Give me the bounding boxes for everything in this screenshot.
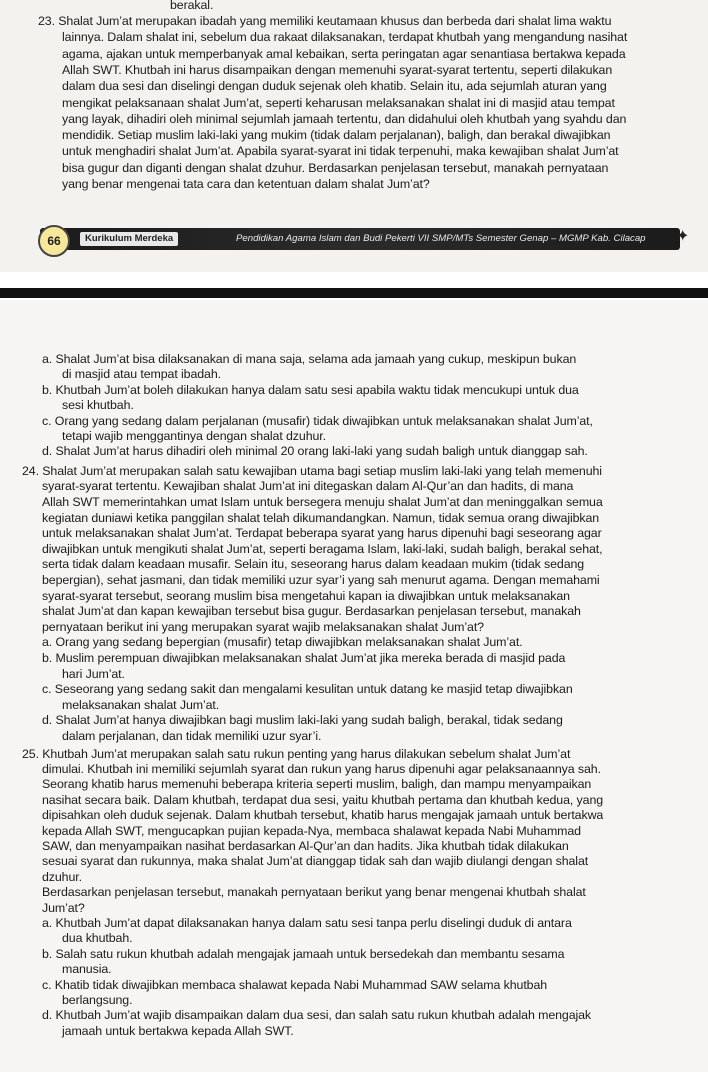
question-text-line: 25. Khutbah Jum’at merupakan salah satu rukun penting yang harus dilakukan sebelum shalat Jum’at (22, 746, 571, 761)
question-text-line: dalam dua sesi dan diselingi dengan duduk sejenak oleh khatib. Selain itu, ada sejumlah aturan yang (62, 79, 607, 94)
option-line: tetapi wajib menggantinya dengan shalat dzuhur. (62, 429, 326, 443)
question-text-line: syarat-syarat tertentu. Kewajiban shalat Jum’at ini ditegaskan dalam Al-Qur’an dan hadits, di mana (42, 479, 574, 494)
question-text-line: shalat Jum’at dan kapan kewajiban tersebut bisa gugur. Berdasarkan penjelasan tersebut, manakah (42, 604, 581, 619)
question-text-line: agama, ajakan untuk memperbanyak amal kebaikan, serta peringatan agar senantiasa bertakwa kepada (62, 46, 626, 61)
footer-title: Pendidikan Agama Islam dan Budi Pekerti VII SMP/MTs Semester Genap – MGMP Kab. Cilacap (236, 233, 646, 244)
question-text-line: Allah SWT memerintahkan umat Islam untuk bersegera menuju shalat Jum’at dan meninggalkan semua (42, 495, 603, 509)
page-divider (0, 288, 708, 298)
bottom-page (0, 300, 708, 1072)
question-text-line: SAW, dan menyampaikan nasihat berdasarkan Al-Qur’an dan hadits. Jika khutbah tidak dilakukan (42, 839, 569, 853)
question-text-line: c. Seseorang yang sedang sakit dan mengalami kesulitan untuk datang ke masjid tetap diwajibkan (42, 682, 573, 697)
question-text-line: manusia. (62, 962, 112, 977)
question-text-line: melaksanakan shalat Jum’at. (62, 697, 220, 712)
question-text-line: syarat-syarat tersebut, seorang muslim bisa mengetahui kapan ia diwajibkan untuk melaksanakan (42, 588, 570, 603)
option-line: di masjid atau tempat ibadah. (62, 367, 221, 382)
question-text-line: yang benar mengenai tata cara dan ketentuan dalam shalat Jum’at? (62, 177, 430, 191)
question-text-line: kegiatan duniawi ketika panggilan shalat telah dikumandangkan. Namun, tidak semua orang diwajibkan (42, 510, 600, 525)
option-line: a. Shalat Jum’at bisa dilaksanakan di mana saja, selama ada jamaah yang cukup, meskipun bukan (42, 352, 577, 366)
question-text-line: c. Khatib tidak diwajibkan membaca shalawat kepada Nabi Muhammad SAW selama khutbah (42, 977, 548, 992)
question-text-line: untuk menghadiri shalat Jum’at. Apabila syarat-syarat ini tidak terpenuhi, maka kewajiban shalat Jum’at (62, 144, 619, 159)
question-text-line: untuk melaksanakan shalat Jum’at. Terdapat beberapa syarat yang harus dipenuhi bagi seseorang agar (42, 526, 602, 541)
question-text-line: 24. Shalat Jum’at merupakan salah satu kewajiban utama bagi setiap muslim laki-laki yang telah memenuhi (22, 463, 602, 478)
question-text-line: dipisahkan oleh duduk sejenak. Dalam khutbah tersebut, khatib harus mengajak jamaah untuk bertakwa (42, 808, 604, 823)
question-text-line: Berdasarkan penjelasan tersebut, manakah pernyataan berikut yang benar mengenai khutbah shalat (42, 885, 586, 900)
question-text-line: d. Shalat Jum’at hanya diwajibkan bagi muslim laki-laki yang sudah baligh, berakal, tidak sedang (42, 713, 563, 728)
question-text-line: a. Orang yang sedang bepergian (musafir) tetap diwajibkan melaksanakan shalat Jum’at. (42, 635, 523, 650)
page-number: 66 (38, 225, 70, 257)
option-line: sesi khutbah. (62, 398, 134, 413)
question-text-line: nasihat secara baik. Dalam khutbah, terdapat dua sesi, yaitu khutbah pertama dan khutbah kedua, yang (42, 792, 604, 807)
question-text-line: a. Khutbah Jum’at dapat dilaksanakan hanya dalam satu sesi tanpa perlu diselingi duduk di antara (42, 916, 572, 930)
star-ornament-icon: ✦ (676, 228, 690, 245)
option-line: c. Orang yang sedang dalam perjalanan (musafir) tidak diwajibkan untuk melaksanakan shalat Jum’at, (42, 413, 593, 428)
question-text-line: dzuhur. (42, 869, 82, 884)
question-text-line: kepada Allah SWT, mengucapkan pujian kepada-Nya, membaca shalawat kepada Nabi Muhammad (42, 823, 581, 838)
question-text-line: 23. Shalat Jum’at merupakan ibadah yang memiliki keutamaan khusus dan berbeda dari shalat lima waktu (38, 14, 612, 28)
question-text-line: diwajibkan untuk mengikuti shalat Jum’at, seperti beragama Islam, laki-laki, sudah baligh, berakal sehat, (42, 541, 603, 556)
question-text-line: jamaah untuk bertakwa kepada Allah SWT. (62, 1023, 294, 1038)
question-text-line: bepergian), sehat jasmani, dan tidak memiliki uzur syar’i yang sah menurut agama. Dengan memahami (42, 573, 600, 587)
question-text-line: dimulai. Khutbah ini memiliki sejumlah syarat dan rukun yang harus dipenuhi agar pelaksanaannya sah. (42, 762, 601, 776)
question-text-line: dua khutbah. (62, 931, 133, 946)
curriculum-badge: Kurikulum Merdeka (80, 232, 178, 246)
option-line: d. Shalat Jum’at harus dihadiri oleh minimal 20 orang laki-laki yang sudah baligh untuk dianggap sah. (42, 444, 588, 459)
question-text-line: yang layak, dihadiri oleh minimal sejumlah jamaah tertentu, dan didahului oleh khutbah yang syahdu dan (62, 111, 627, 126)
question-text-line: Allah SWT. Khutbah ini harus disampaikan dengan memenuhi syarat-syarat tertentu, seperti dilakukan (62, 62, 613, 77)
question-text-line: mengikat pelaksanaan shalat Jum’at, seperti keharusan melaksanakan shalat ini di masjid atau tempat (62, 95, 615, 110)
question-text-line: b. Salah satu rukun khutbah adalah mengajak jamaah untuk bersedekah dan membantu sesama (42, 946, 565, 961)
question-text-line: Seorang khatib harus memenuhi beberapa kriteria seperti muslim, baligh, dan mampu menyampaikan (42, 777, 592, 792)
question-text-line: mendidik. Setiap muslim laki-laki yang mukim (tidak dalam perjalanan), baligh, dan berakal diwajibkan (62, 128, 611, 143)
top-page (0, 0, 708, 272)
question-text-line: lainnya. Dalam shalat ini, sebelum dua rakaat dilaksanakan, terdapat khutbah yang mengandung nasihat (62, 30, 628, 45)
option-line: b. Khutbah Jum’at boleh dilakukan hanya dalam satu sesi apabila waktu tidak mencukupi untuk dua (42, 382, 579, 397)
question-text-line: berlangsung. (62, 993, 133, 1007)
question-text-line: pernyataan berikut ini yang merupakan syarat wajib melaksanakan shalat Jum’at? (42, 619, 484, 634)
question-text-line: Jum’at? (42, 900, 85, 915)
question-text-line: dalam perjalanan, dan tidak memiliki uzur syar’i. (62, 729, 322, 743)
question-text-line: d. Khutbah Jum’at wajib disampaikan dalam dua sesi, dan salah satu rukun khutbah adalah mengajak (42, 1008, 592, 1023)
question-text-line: hari Jum’at. (62, 666, 125, 681)
question-text-line: bisa gugur dan diganti dengan shalat dzuhur. Berdasarkan penjelasan tersebut, manakah pernyataan (62, 160, 609, 175)
question-text-line: b. Muslim perempuan diwajibkan melaksanakan shalat Jum’at jika mereka berada di masjid pada (42, 651, 566, 665)
carry-word: berakal. (170, 0, 214, 12)
question-text-line: serta tidak dalam keadaan musafir. Selain itu, seseorang harus dalam keadaan mukim (tidak sedang (42, 557, 585, 572)
question-text-line: sesuai syarat dan rukunnya, maka shalat Jum’at dianggap tidak sah dan wajib diulangi dengan shalat (42, 854, 589, 869)
